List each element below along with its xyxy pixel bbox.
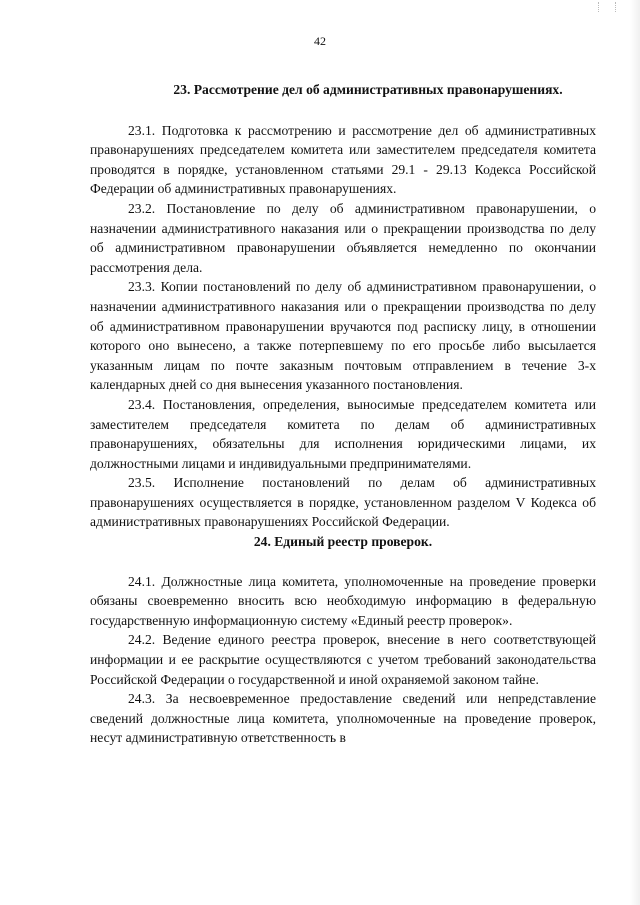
- paragraph-23-1: 23.1. Подготовка к рассмотрению и рассмотрение дел об административных правонарушениях председателем комитета или заместителем председателя комитета проводятся в порядке, установленном статьями 29.1 - 29.13 Кодекса Российской Федерации об административных правонарушениях.: [90, 122, 596, 197]
- paragraph-23-5: 23.5. Исполнение постановлений по делам об административных правонарушениях осуществляется в порядке, установленном разделом V Кодекса об административных правонарушениях Российской Федерации.: [90, 475, 596, 530]
- paragraph-23-2: 23.2. Постановление по делу об административном правонарушении, о назначении административного наказания или о прекращении производства по делу об административном правонарушении объявляется немедленно по окончании рассмотрения дела.: [90, 200, 596, 275]
- paragraph-23-4: 23.4. Постановления, определения, выносимые председателем комитета или заместителем председателя комитета по делам об административных правонарушениях, обязательны для исполнения юридическими лицами, их должностными лицами и индивидуальными предпринимателями.: [90, 396, 596, 471]
- scan-edge-shadow: [630, 0, 640, 905]
- paragraph-23-3: 23.3. Копии постановлений по делу об административном правонарушении, о назначении административного наказания или о прекращении производства по делу об административном правонарушении вручаются под расписку лицу, в отношении которого оно вынесено, а также потерпевшему по его просьбе либо высылается указанным лицам по почте заказным почтовым отправлением в течение 3-х календарных дней со дня вынесения указанного постановления.: [90, 279, 596, 393]
- section-24-heading: 24. Единый реестр проверок.: [253, 534, 433, 550]
- paragraph-24-1: 24.1. Должностные лица комитета, уполномоченные на проведение проверки обязаны своевременно вносить всю необходимую информацию в федеральную государственную информационную систему «Единый реестр проверок».: [90, 573, 596, 628]
- scan-artifact: [598, 2, 616, 12]
- page-number: 42: [314, 34, 326, 48]
- paragraph-24-2: 24.2. Ведение единого реестра проверок, внесение в него соответствующей информации и ее раскрытие осуществляются с учетом требований законодательства Российской Федерации о государственной и иной охраняемой законом тайне.: [90, 632, 596, 687]
- paragraph-24-3: 24.3. За несвоевременное предоставление сведений или непредставление сведений должностные лица комитета, уполномоченные на проведение проверок, несут административную ответственность в: [90, 691, 596, 746]
- section-23-heading: 23. Рассмотрение дел об административных правонарушениях.: [173, 82, 563, 97]
- document-body: [90, 80, 596, 748]
